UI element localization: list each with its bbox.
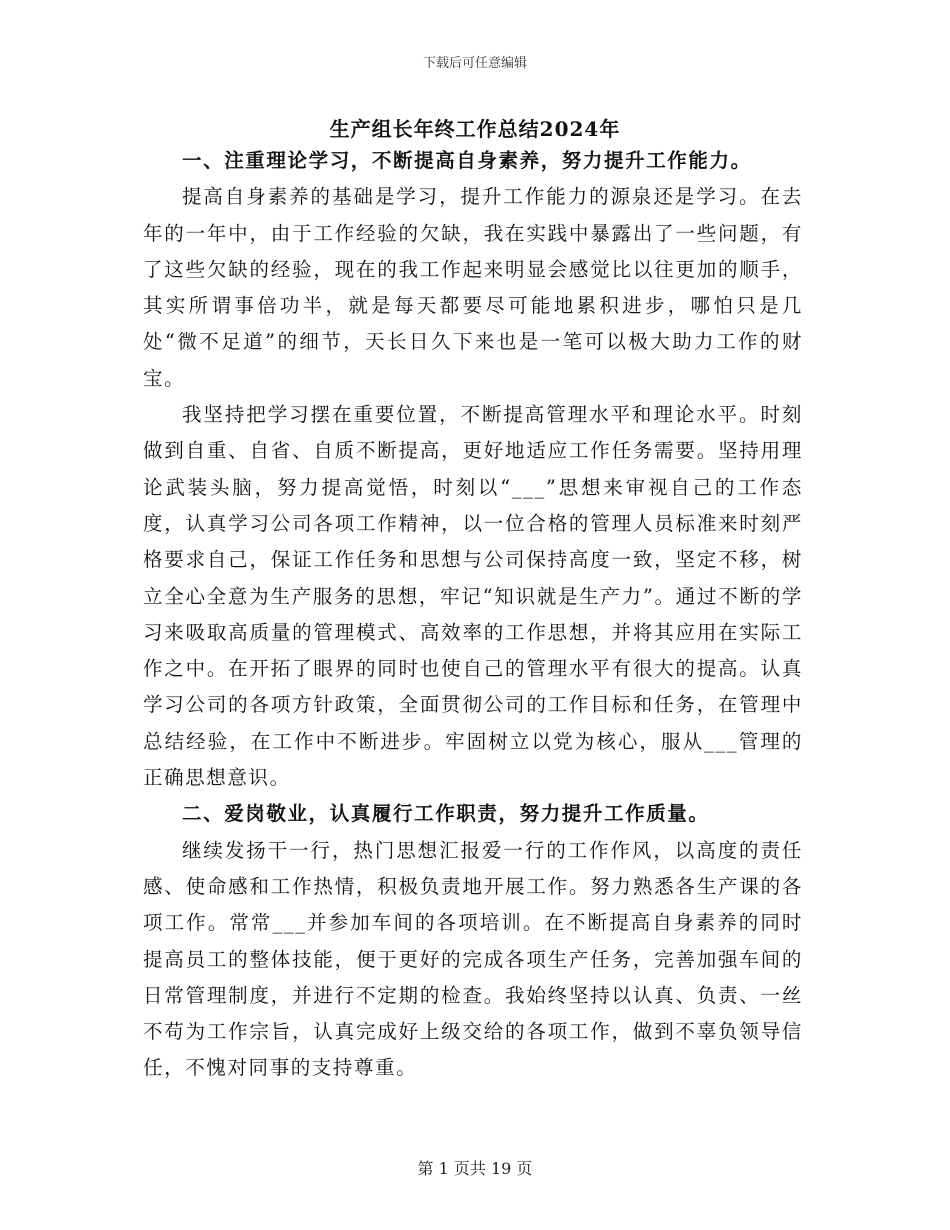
header-note: 下载后可任意编辑: [422, 56, 527, 71]
document-title: 生产组长年终工作总结2024年: [329, 117, 621, 141]
page-number-footer: 第 1 页共 19 页: [417, 1159, 533, 1178]
section-2-heading: 二、爱岗敬业，认真履行工作职责，努力提升工作质量。: [182, 802, 710, 826]
section-1-heading: 一、注重理论学习，不断提高自身素养，努力提升工作能力。: [182, 149, 752, 172]
section-1-paragraph-2: 我坚持把学习摆在重要位置，不断提高管理水平和理论水平。时刻做到自重、自省、自质不断提高，更好地适应工作任务需要。坚持用理论武装头脑，努力提高觉悟，时刻以“___”思想来审视自己的工作态度，认真学习公司各项工作精神，以一位合格的管理人员标准来时刻严格要求自己，保证工作任务和思想与公司保持高度一致，坚定不移，树立全心全意为生产服务的思想，牢记“知识就是生产力”。通过不断的学习来吸取高质量的管理模式、高效率的工作思想，并将其应用在实际工作之中。在开拓了眼界的同时也使自己的管理水平有很大的提高。认真学习公司的各项方针政策，全面贯彻公司的工作目标和任务，在管理中总结经验，在工作中不断进步。牢固树立以党为核心，服从___管理的正确思想意识。: [143, 403, 803, 790]
document-body: [143, 143, 803, 1087]
section-1-paragraph-1: 提高自身素养的基础是学习，提升工作能力的源泉还是学习。在去年的一年中，由于工作经验的欠缺，我在实践中暴露出了一些问题，有了这些欠缺的经验，现在的我工作起来明显会感觉比以往更加的顺手，其实所谓事倍功半，就是每天都要尽可能地累积进步，哪怕只是几处“微不足道”的细节，天长日久下来也是一笔可以极大助力工作的财宝。: [143, 185, 803, 390]
section-2-paragraph-1: 继续发扬干一行，热门思想汇报爱一行的工作作风，以高度的责任感、使命感和工作热情，积极负责地开展工作。努力熟悉各生产课的各项工作。常常___并参加车间的各项培训。在不断提高自身素养的同时提高员工的整体技能，便于更好的完成各项生产任务，完善加强车间的日常管理制度，并进行不定期的检查。我始终坚持以认真、负责、一丝不苟为工作宗旨，认真完成好上级交给的各项工作，做到不辜负领导信任，不愧对同事的支持尊重。: [143, 838, 803, 1080]
